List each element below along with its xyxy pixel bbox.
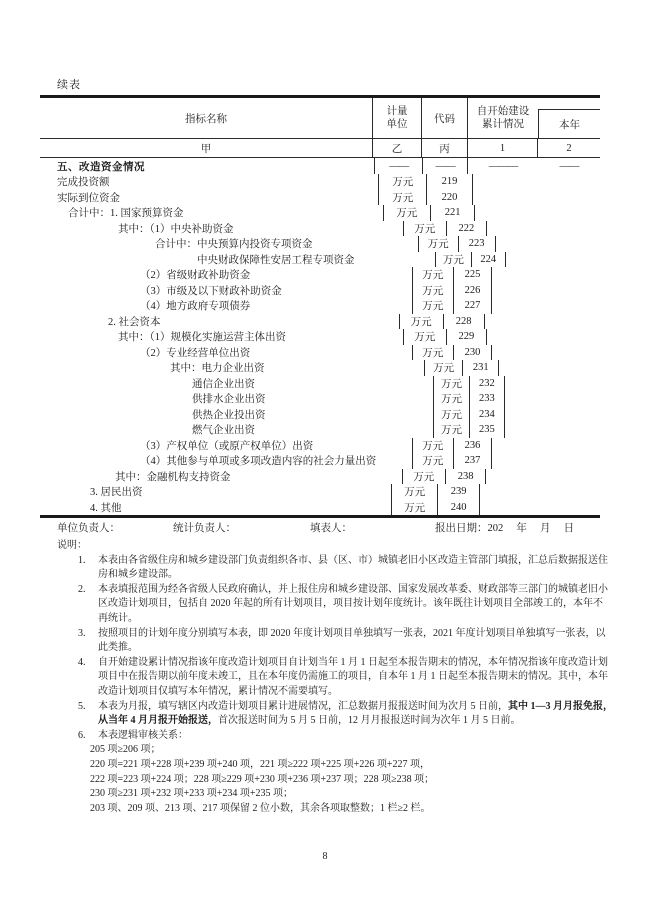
row-code: 221 [431,205,475,221]
row-unit: 万元 [434,422,470,438]
row-label: 供排水企业出资 [40,391,434,407]
note-line [98,554,608,569]
row-code: 230 [454,345,493,361]
row-unit: 万元 [434,391,470,407]
row-code: 224 [472,252,506,268]
row-unit: 万元 [404,221,447,237]
row-code: 226 [454,283,493,299]
note-text: 222 项=223 项+224 项；228 项≥229 项+230 项+236 项+237 项；228 项≥238 项； [90,773,435,785]
note-line [98,685,608,700]
note-text: 220 项=221 项+228 项+239 项+240 项，221 项≥222 项+225 项+226 项+227 项， [90,758,430,770]
note-line [98,656,608,671]
row-label: （4）其他参与单项或多项改造内容的社会力量出资 [40,453,413,469]
note-line [98,612,608,627]
note-line [98,641,606,656]
note-text: 房和城乡建设部。 [98,569,178,581]
table-row [40,376,600,392]
section-dash-col2 [538,158,600,174]
section-label: 五、改造资金情况 [40,158,375,174]
note-number: 2. [78,583,86,595]
row-label: 通信企业出资 [40,376,434,392]
col-header-cumulative [468,98,538,138]
table-row [40,205,600,221]
row-unit: 万元 [413,283,454,299]
row-values [492,283,600,299]
note-line [90,773,603,788]
note-body [90,729,603,817]
row-code: 240 [438,500,481,516]
col-header-right-group [468,98,600,138]
signature-row [0,520,650,536]
row-values [492,453,600,469]
row-unit: 万元 [419,236,459,252]
row-code: 231 [463,360,499,376]
row-unit: 万元 [434,407,470,423]
row-values [480,484,600,500]
row-values [492,267,600,283]
table-row [40,453,600,469]
row-label: （2）省级财政补助资金 [40,267,413,283]
note-number: 4. [78,656,86,668]
row-values [473,190,600,206]
note-text: 本表填报范围为经各省级人民政府确认，并上报住房和城乡建设部、国家发展改革委、财政部等三部门的城镇老旧小 [98,583,608,595]
note-text: 区改造计划项目，包括自 2020 年起的所有计划项目，项目按计划年度统计。该年既往计划项目全部竣工的，本年不 [98,598,603,610]
note-item [57,729,603,817]
row-values [505,407,600,423]
table-section-row [40,158,600,174]
note-number: 3. [78,627,86,639]
note-text: 首次报送时间为 5 月 5 日前，12 月月报报送时间为次年 1 月 5 日前。 [218,715,521,727]
note-number: 6. [78,729,86,741]
note-text: 再统计。 [98,612,138,624]
table-row [40,221,600,237]
signature-report-date: 报出日期：202 年 月 日 [435,523,575,534]
note-item [57,583,608,627]
continuation-label: 续表 [57,79,81,91]
row-code: 220 [427,190,472,206]
table-row [40,314,600,330]
row-values [505,376,600,392]
row-label: 2. 社会资本 [40,314,400,330]
table-row [40,469,600,485]
col-header-indicator: 指标名称 [40,98,373,138]
row-code: 234 [470,407,504,423]
note-body [98,627,606,656]
statistics-table [40,95,600,518]
note-text: 此类推。 [98,642,138,654]
row-label: （2）专业经营单位出资 [40,345,413,361]
row-values [473,174,600,190]
row-unit: 万元 [392,500,437,516]
row-unit: 万元 [403,469,446,485]
row-values [499,360,600,376]
note-text-bold: 其中 1—3 月月报免报， [508,700,613,712]
note-text: 项目中在报告期以前年度未竣工，且在本年度仍需施工的项目，自本年 1 月 1 日起至本报告期末的情况。其中，本年 [98,671,608,683]
row-code: 233 [470,391,504,407]
table-row [40,422,600,438]
col-header-unit-line1: 计量 [386,106,408,117]
row-label: 合计中：1. 国家预算资金 [40,205,384,221]
row-values [485,314,600,330]
section-dash-col1 [468,158,538,174]
row-unit: 万元 [413,438,454,454]
row-code: 238 [446,469,487,485]
row-unit: 万元 [434,376,470,392]
notes-heading: 说明： [57,540,87,551]
table-row [40,484,600,500]
note-line [98,568,608,583]
table-subheader-row [40,139,600,158]
notes-list [57,554,613,817]
col-header-code: 代码 [422,98,468,138]
row-code: 229 [447,329,487,345]
note-number: 5. [78,700,86,712]
row-values [486,469,600,485]
section-dash-unit [375,158,423,174]
col-header-cumulative-line1: 自开始建设 [476,106,530,117]
row-code: 236 [454,438,493,454]
row-code: 228 [444,314,485,330]
dash-glyph: —— [435,160,455,172]
row-code: 227 [454,298,493,314]
note-line [98,714,613,729]
table-row [40,345,600,361]
col-header-this-year: 本年 [538,109,600,138]
note-body [98,554,608,583]
note-line [98,670,608,685]
table-row [40,236,600,252]
row-unit: 万元 [392,484,437,500]
note-item [57,700,613,729]
note-body [98,583,608,627]
table-row [40,298,600,314]
row-values [475,205,600,221]
row-code: 219 [427,174,472,190]
table-row [40,190,600,206]
row-label: 中央财政保障性安居工程专项资金 [40,252,436,268]
note-line [90,802,603,817]
row-label: 燃气企业出资 [40,422,434,438]
row-values [506,252,600,268]
row-unit: 万元 [384,205,431,221]
note-line [98,597,608,612]
row-label: （4）地方政府专项债券 [40,298,413,314]
row-unit: 万元 [404,329,447,345]
row-label: 其中：（1）规模化实施运营主体出资 [40,329,404,345]
table-row [40,360,600,376]
row-label: （3）产权单位（或原产权单位）出资 [40,438,413,454]
table-row [40,438,600,454]
signature-unit-head: 单位负责人： [57,523,120,534]
note-line [98,627,606,642]
row-code: 235 [470,422,504,438]
note-number: 1. [78,554,86,566]
table-row [40,391,600,407]
row-label: 供热企业投出资 [40,407,434,423]
row-values [492,345,600,361]
row-code: 222 [447,221,487,237]
row-label: 4. 其他 [40,500,392,516]
row-values [492,298,600,314]
signature-stats-head: 统计负责人： [173,523,236,534]
note-line [98,700,613,715]
table-row [40,283,600,299]
note-text: 改造计划项目仅填写本年情况，累计情况不需要填写。 [98,685,338,697]
note-text: 205 项≥206 项； [90,744,161,756]
subheader-col1: 1 [468,139,538,157]
note-line [90,787,603,802]
row-unit: 万元 [413,345,454,361]
col-header-unit-line2: 单位 [386,119,408,130]
row-values [505,422,600,438]
row-unit: 万元 [413,298,454,314]
note-line [98,583,608,598]
note-text: 230 项≥231 项+232 项+233 项+234 项+235 项； [90,788,294,800]
subheader-yi: 乙 [373,139,422,157]
table-row [40,267,600,283]
table-body [40,158,600,515]
row-unit: 万元 [413,267,454,283]
table-row [40,252,600,268]
note-text: 本表为月报，填写辖区内改造计划项目累计进展情况，汇总数据月报报送时间为次月 5 日前， [98,700,508,712]
row-values [487,329,600,345]
note-item [57,554,608,583]
row-code: 239 [438,484,481,500]
row-label: 3. 居民出资 [40,484,392,500]
row-label: 其中：电力企业出资 [40,360,425,376]
table-row [40,174,600,190]
row-unit: 万元 [400,314,444,330]
note-body [98,700,613,729]
note-text: 自开始建设累计情况指该年度改造计划项目自计划当年 1 月 1 日起至本报告期末的情况，本年情况指该年度改造计划 [98,656,608,668]
note-text: 本表逻辑审核关系： [98,729,188,741]
table-row [40,407,600,423]
row-unit: 万元 [379,174,427,190]
row-label: 其中：金融机构支持资金 [40,469,403,485]
row-values [505,391,600,407]
row-unit: 万元 [413,453,454,469]
section-dash-code [423,158,468,174]
note-body [98,656,608,700]
row-label: 实际到位资金 [40,190,379,206]
note-line [90,758,603,773]
page-number: 8 [322,851,328,862]
row-code: 223 [459,236,496,252]
notes-section [57,539,613,816]
section-dash-values [468,158,600,174]
row-values [496,236,600,252]
table-row [40,500,600,516]
dash-glyph: —— [389,160,409,172]
row-label: 合计中：中央预算内投资专项资金 [40,236,419,252]
note-text: 本表由各省级住房和城乡建设部门负责组织各市、县（区、市）城镇老旧小区改造主管部门填报，汇总后数据报送住 [98,554,608,566]
row-values [480,500,600,516]
note-item [57,627,606,656]
row-unit: 万元 [425,360,463,376]
note-text: 按照项目的计划年度分别填写本表，即 2020 年度计划项目单独填写一张表，2021 年度计划项目单独填写一张表，以 [98,627,606,639]
row-values [487,221,600,237]
note-text-bold: 从当年 4 月月报开始报送， [98,715,218,727]
col-header-unit [373,98,422,138]
col-header-cumulative-line2: 累计情况 [482,119,524,130]
note-text: 203 项、209 项、213 项、217 项保留 2 位小数，其余各项取整数；1 栏≥2 栏。 [90,802,431,814]
row-label: 其中：（1）中央补助资金 [40,221,404,237]
note-line [90,743,603,758]
table-row [40,329,600,345]
subheader-bing: 丙 [422,139,468,157]
signature-filler: 填表人： [310,523,352,534]
row-code: 232 [470,376,504,392]
row-code: 225 [454,267,493,283]
note-item [57,656,608,700]
row-values [492,438,600,454]
table-header-row [40,98,600,139]
subheader-col2: 2 [566,142,572,154]
row-label: （3）市级及以下财政补助资金 [40,283,413,299]
row-unit: 万元 [436,252,472,268]
dash-glyph: —— [559,160,579,172]
dash-glyph: ——— [488,160,518,172]
row-label: 完成投资额 [40,174,379,190]
row-code: 237 [454,453,493,469]
subheader-jia: 甲 [40,139,373,157]
row-unit: 万元 [379,190,427,206]
note-line [98,729,603,744]
